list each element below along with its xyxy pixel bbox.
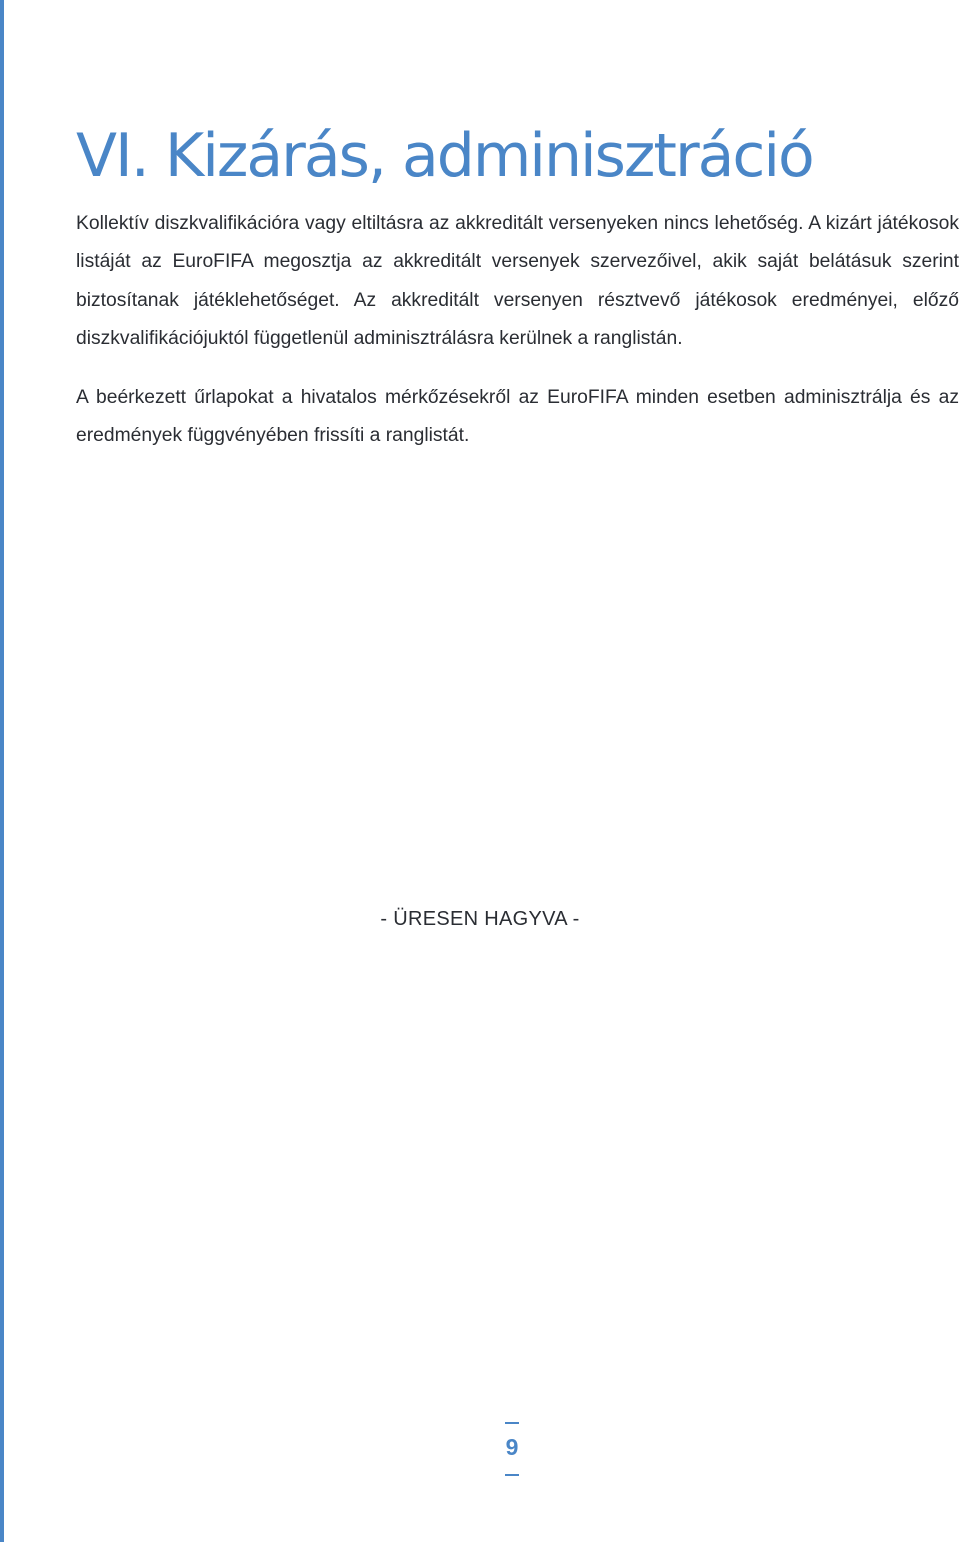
blank-page-note: - ÜRESEN HAGYVA -	[380, 908, 580, 930]
page-number: 9	[505, 1434, 519, 1460]
page-number-block	[496, 1418, 536, 1478]
body-paragraph: A beérkezett űrlapokat a hivatalos mérkőzésekről az EuroFIFA minden esetben adminisztrálja és az eredmények függvényében frissíti a ranglistát.	[76, 387, 959, 447]
page-number-bottom-bar	[505, 1474, 519, 1476]
body-paragraph: Kollektív diszkvalifikációra vagy eltiltásra az akkreditált versenyeken nincs lehetőség. A kizárt játékosok listáját az EuroFIFA megosztja az akkreditált versenyek szervezőivel, akik saját belátásuk szerint biztosítanak játéklehetőséget. Az akkreditált versenyen résztvevő játékosok eredményei, előző diszkvalifikációjuktól függetlenül adminisztrálásra kerülnek a ranglistán.	[76, 213, 959, 350]
page-title: VI. Kizárás, adminisztráció	[76, 121, 813, 191]
page-number-top-bar	[505, 1422, 519, 1424]
left-accent-rule	[0, 0, 4, 1542]
